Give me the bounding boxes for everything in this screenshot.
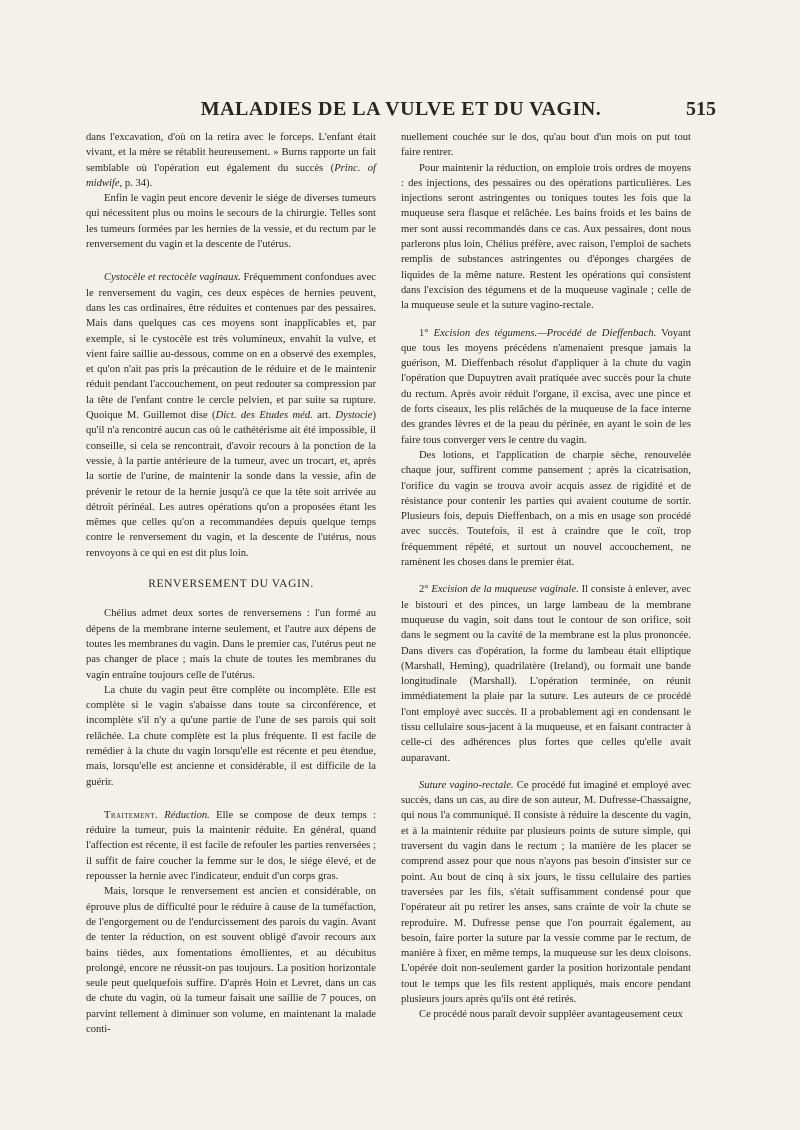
paragraph: nuellement couchée sur le dos, qu'au bout d'un mois on put tout faire rentrer. [401,132,691,159]
subheading: Cystocèle et rectocèle vaginaux. [104,272,241,284]
paragraph-excision-muqueuse: 2° Excision de la muqueuse vaginale. Il consiste à enlever, avec le bistouri et des pinces, un large lambeau de la membrane muqueuse du vagin, soit dans tout le contour de son orifice, soit dans le segment ou la cavité de la membrane est la plus prononcée. Dans divers cas d'opération, la forme du lambeau était elliptique (Marshall, Heming), quadrilatère (Ireland), ou formait une bande longitudinale (Marshall). L'opération terminée, on réunit immédiatement la plaie par la suture. Les auteurs de ce procédé l'ont employé avec succès. Il a probablement agi en condensant le tissu cellulaire sous-jacent à la muqueuse, et en faisant contracter à celle-ci des adhérences plus fortes que celles qu'elle avait auparavant. [401,584,691,764]
running-title: MALADIES DE LA VULVE ET DU VAGIN. [200,98,602,120]
paragraph: Mais, lorsque le renversement est ancien et considérable, on éprouve plus de difficulté pour le réduire à cause de la tuméfaction, de l'engorgement ou de l'endurcissement des parois du vagin. Avant de tenter la réduction, on est souvent obligé d'avoir recours aux bains tièdes, aux fomentations émollientes, et au décubitus prolongé, encore ne réussit-on pas toujours. La position horizontale seule peut quelquefois suffire. D'après Hoin et Levret, dans un cas de chute du vagin, où la tumeur faisait une saillie de 7 pouces, on parvint tellement à diminuer son volume, en maintenant la malade conti- [86,886,376,1036]
paragraph: Enfin le vagin peut encore devenir le siége de diverses tumeurs qui nécessitent plus ou moins le secours de la chirurgie. Telles sont les tumeurs formées par les hernies de la vessie, et du rectum par le renversement du vagin et la descente de l'utérus. [86,193,376,251]
paragraph: Des lotions, et l'application de charpie sèche, renouvelée chaque jour, suffirent comme pansement ; après la cicatrisation, l'orifice du vagin se trouva avoir acquis assez de rigidité et de résistance pour contenir les parties qui avaient coutume de sortir. Plusieurs fois, depuis Dieffenbach, on a mis en usage son procédé avec succès. Toutefois, il est à craindre que le coït, trop fréquemment répété, et surtout un nouvel accouchement, ne ramènent les choses dans le premier état. [401,449,691,569]
paragraph: La chute du vagin peut être complète ou incomplète. Elle est complète si le vagin s'abaisse dans toute sa circonférence, et incomplète s'il n'y a qu'une partie de l'une de ses parois qui soit relâchée. La chute complète est la plus fréquente. Il est facile de remédier à la chute du vagin lorsqu'elle est récente et peu étendue, mais, lorsqu'elle est ancienne et considérable, il est difficile de la guérir. [86,684,376,788]
paragraph: dans l'excavation, d'où on la retira avec le forceps. L'enfant était vivant, et la mère se rétablit heureusement. » Burns rapporte un fait semblable où l'opération eut également du succès (Princ. of midwife, p. 34). [86,132,376,189]
page-header [86,98,716,124]
paragraph: Pour maintenir la réduction, on emploie trois ordres de moyens : des injections, des pessaires ou des opérations particulières. Les injections seront astringentes ou toniques toutes les fois que la muqueuse sera flasque et relâchée. Les bains froids et les bains de mer sont aussi recommandés dans ce cas. Aux pessaires, dont nous parlerons plus loin, Chélius préfère, avec raison, l'emploi de sachets remplis de substances astringentes ou d'éponges chargées de liquides de la même nature. Restent les opérations qui consistent dans l'excision des tégumens et de la muqueuse vaginale ; celle de la muqueuse seule et la suture vagino-rectale. [401,162,691,312]
left-column [86,130,376,1037]
paragraph: Chélius admet deux sortes de renversemens : l'un formé au dépens de la membrane interne seulement, et l'autre aux dépens de toutes les membranes du vagin. Dans le premier cas, l'utérus peut ne pas changer de place ; mais la chute de toutes les membranes du vagin entraîne toujours celle de l'utérus. [86,608,376,681]
paragraph-cystocele: Cystocèle et rectocèle vaginaux. Fréquemment confondues avec le renversement du vagin, ces deux espèces de hernies peuvent, dans les cas ordinaires, être réduites et contenues par des pessaires. Mais dans quelques cas ces moyens sont inapplicables et, par exemple, si le cystocèle est très volumineux, envahit la vulve, et vient faire saillie au-dessous, comme on en a observé des exemples, et qu'on n'ait pas pris la précaution de le réduire et de le maintenir réduit pendant l'accouchement, on peut redouter sa compression par la tête de l'enfant contre le cercle pelvien, et par suite sa rupture. Quoique M. Guillemot dise (Dict. des Etudes méd. art. Dystocie) qu'il n'a rencontré aucun cas où le cathétérisme ait été impossible, il conseille, si cela se rencontrait, d'avoir recours à la ponction de la vessie, à la partie antérieure de la tumeur, avec un trocart, et, après la sortie de l'urine, de maintenir la sonde dans la vessie, afin de prévenir le retour de la hernie jusqu'à ce que la tête soit arrivée au détroit périnéal. Les autres opérations qu'on a proposées étant les mêmes que celles qu'on a recommandées depuis quelque temps contre le renversement du vagin, et la descente de l'utérus, nous renvoyons à ce qui en est dit plus loin. [86,272,376,559]
subheading: Suture vagino-rectale. [419,779,514,791]
right-column [401,130,691,1023]
paragraph: Ce procédé nous paraît devoir suppléer avantageusement ceux [419,1009,683,1021]
paragraph-excision-tegumens: 1° Excision des tégumens.—Procédé de Dieffenbach. Voyant que tous les moyens précédens n'amenaient presque jamais la guérison, M. Dieffenbach résolut d'appliquer à la chute du vagin l'opération que Dupuytren avait pratiquée avec succès pour la chute du rectum. Après avoir réduit l'organe, il excisa, avec une pince et de forts ciseaux, les plis relâchés de la muqueuse de la face interne des grandes lèvres et de la peau du périnée, en ayant le soin de les faire tous converger vers le centre du vagin. [401,327,691,446]
subheading: Excision de la muqueuse vaginale. [431,584,579,596]
paragraph-traitement: Traitement. Réduction. Elle se compose de deux temps : réduire la tumeur, puis la maintenir réduite. En général, quand l'affection est récente, il est facile de refouler les parties renversées ; il suffit de faire coucher la femme sur le dos, le siége élevé, et de repousser la hernie avec l'indicateur, enduit d'un corps gras. [86,809,377,883]
subheading: Traitement. [104,809,158,821]
page-number: 515 [686,98,716,120]
paragraph-suture: Suture vagino-rectale. Ce procédé fut imaginé et employé avec succès, dans un cas, au dire de son auteur, M. Dufresse-Chassaigne, qui nous l'a communiqué. Il consiste à réduire la descente du vagin, et à la maintenir réduite par plusieurs points de suture simple, qui traversent du vagin dans le rectum ; la manière de les placer se comprend assez pour que nous n'ayons pas besoin d'insister sur ce point. Au bout de cinq à six jours, le tissu cellulaire des parties traversées par les fils, s'était suffisamment condensé pour que l'opérateur ait pu retirer les anses, sans crainte de voir la chute se reproduire. M. Dufresse pense que l'on pourrait également, au besoin, faire porter la suture par la vessie comme par le rectum, de manière à fixer, en même temps, la muqueuse sur les deux cloisons. L'opérée doit non-seulement garder la position horizontale pendant tout le temps que les fils restent appliqués, mais encore pendant plusieurs jours après qu'ils ont été retirés. [401,779,691,1006]
section-heading: RENVERSEMENT DU VAGIN. [148,578,314,591]
subheading: Excision des tégumens.—Procédé de Dieffenbach. [433,327,657,339]
